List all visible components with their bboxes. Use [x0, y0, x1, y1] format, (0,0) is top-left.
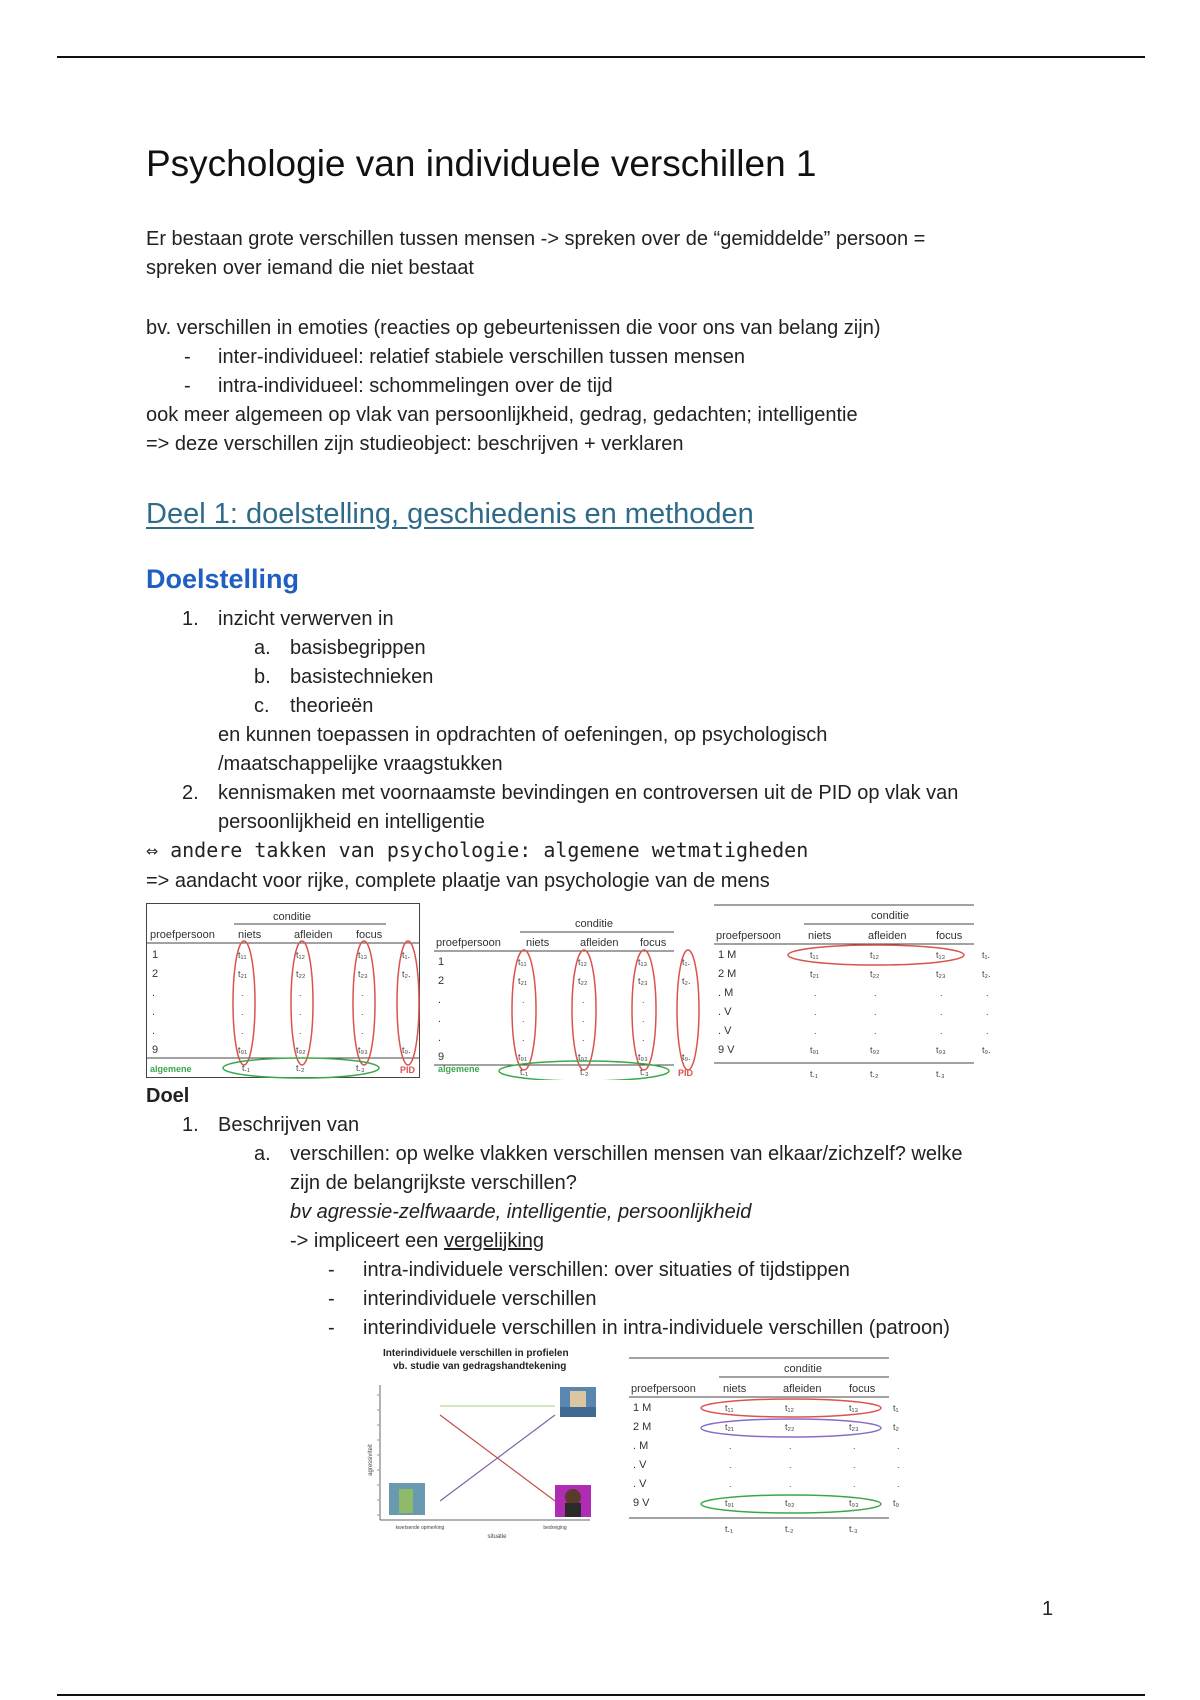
- col-niets-label: niets: [808, 930, 832, 942]
- svg-text:t.₃: t.₃: [356, 1063, 365, 1073]
- svg-text:.: .: [522, 1014, 525, 1024]
- goal-1-text: inzicht verwerven in: [218, 608, 394, 630]
- col-focus-label: focus: [640, 937, 667, 949]
- svg-text:t₉₁: t₉₁: [810, 1045, 820, 1055]
- condition-table-3: [714, 903, 1004, 1085]
- col-focus-label: focus: [936, 930, 963, 942]
- svg-text:.: .: [241, 1026, 244, 1036]
- row-label: 2: [152, 968, 159, 980]
- col-person-label: proefpersoon: [436, 937, 501, 949]
- list-letter: c.: [254, 695, 270, 717]
- profile-chart: [365, 1345, 625, 1540]
- goal-1c: [218, 692, 1118, 721]
- row-label: 9: [438, 1051, 445, 1063]
- top-rule: [57, 56, 1145, 58]
- svg-text:.: .: [241, 988, 244, 998]
- svg-text:t₁₃: t₁₃: [638, 957, 648, 967]
- other-branches-line: [146, 838, 808, 862]
- svg-text:t₁₃: t₁₃: [358, 950, 368, 960]
- chart-title-line-2: vb. studie van gedragshandtekening: [393, 1361, 567, 1372]
- svg-text:t₁.: t₁.: [982, 950, 991, 960]
- svg-text:.: .: [986, 1026, 989, 1036]
- x-tick-label: bedreiging: [543, 1525, 567, 1531]
- svg-text:.: .: [986, 1007, 989, 1017]
- svg-text:t₉₃: t₉₃: [849, 1498, 859, 1508]
- intro-line-2: spreken over iemand die niet bestaat: [146, 257, 474, 279]
- photo-top-right: [560, 1387, 596, 1417]
- row-label: 2 M: [633, 1421, 652, 1433]
- svg-text:t₁₁: t₁₁: [810, 950, 819, 960]
- doel-item-text: intra-individuele verschillen: over situaties of tijdstippen: [363, 1259, 850, 1281]
- svg-text:t₁₂: t₁₂: [578, 957, 588, 967]
- col-niets-label: niets: [526, 937, 550, 949]
- goals-list: [182, 605, 1118, 837]
- doel-1a: [218, 1140, 1118, 1169]
- implies-word: vergelijking: [443, 1230, 545, 1252]
- row-label: 2: [438, 975, 445, 987]
- svg-text:t.₃: t.₃: [849, 1524, 858, 1534]
- svg-text:t₂₃: t₂₃: [936, 969, 946, 979]
- doel-1a-line-2: zijn de belangrijkste verschillen?: [290, 1172, 577, 1194]
- attention-line: => aandacht voor rijke, complete plaatje van psychologie van de mens: [146, 870, 770, 892]
- col-person-label: proefpersoon: [631, 1383, 696, 1395]
- doel-1a-example: bv agressie-zelfwaarde, intelligentie, persoonlijkheid: [290, 1201, 752, 1223]
- row-label: .: [152, 1006, 156, 1018]
- doel-item-text: interindividuele verschillen in intra-individuele verschillen (patroon): [363, 1317, 950, 1339]
- list-number: 2.: [182, 782, 199, 804]
- svg-text:t₉₂: t₉₂: [785, 1498, 795, 1508]
- condition-table-1: [146, 903, 424, 1079]
- col-focus-label: focus: [849, 1383, 876, 1395]
- svg-text:t₉₂: t₉₂: [578, 1052, 588, 1062]
- dash-bullet: -: [328, 1259, 335, 1281]
- intro-line-1: Er bestaan grote verschillen tussen mensen -> spreken over de “gemiddelde” persoon =: [146, 228, 926, 250]
- condition-table-2: [434, 910, 700, 1080]
- photo-bottom-right: [555, 1485, 591, 1517]
- row-label: . M: [633, 1440, 649, 1452]
- bv-item-1: [146, 343, 1106, 372]
- col-niets-label: niets: [723, 1383, 747, 1395]
- goal-1b-text: basistechnieken: [290, 666, 434, 688]
- pid-label: PID: [678, 1068, 694, 1078]
- svg-text:t₁₃: t₁₃: [849, 1403, 859, 1413]
- page-number: 1: [1042, 1598, 1054, 1620]
- algemene-label: algemene: [438, 1064, 480, 1074]
- svg-text:.: .: [299, 988, 302, 998]
- svg-text:t₁: t₁: [893, 1403, 899, 1413]
- doel-1-text: Beschrijven van: [218, 1114, 360, 1136]
- col-person-label: proefpersoon: [716, 930, 781, 942]
- svg-text:t₉.: t₉.: [402, 1045, 411, 1055]
- svg-text:.: .: [814, 988, 817, 998]
- svg-text:t₉.: t₉.: [982, 1045, 991, 1055]
- svg-text:.: .: [582, 1033, 585, 1043]
- svg-text:.: .: [897, 1479, 900, 1489]
- doel-1a-implies: [218, 1227, 1118, 1256]
- doel-list: [182, 1111, 1118, 1343]
- dash-bullet: -: [184, 346, 191, 368]
- svg-text:t₂₁: t₂₁: [725, 1422, 735, 1432]
- doel-1a-item-2: [218, 1285, 1118, 1314]
- svg-text:.: .: [897, 1441, 900, 1451]
- study-line: => deze verschillen zijn studieobject: beschrijven + verklaren: [146, 433, 684, 455]
- svg-text:t₂.: t₂.: [982, 969, 991, 979]
- svg-text:.: .: [853, 1460, 856, 1470]
- svg-text:t₂₂: t₂₂: [785, 1422, 795, 1432]
- svg-text:t₁₂: t₁₂: [785, 1403, 795, 1413]
- svg-text:.: .: [940, 1007, 943, 1017]
- dash-bullet: -: [328, 1317, 335, 1339]
- col-afleiden-label: afleiden: [868, 930, 907, 942]
- x-axis-label: situatie: [487, 1534, 507, 1540]
- svg-text:t₁₂: t₁₂: [870, 950, 880, 960]
- svg-text:.: .: [789, 1479, 792, 1489]
- svg-text:t₉₁: t₉₁: [238, 1045, 248, 1055]
- row-label: 9 V: [718, 1044, 735, 1056]
- svg-text:.: .: [361, 1026, 364, 1036]
- doel-1a-item-1: [218, 1256, 1118, 1285]
- list-number: 1.: [182, 608, 199, 630]
- svg-text:t.₁: t.₁: [725, 1524, 734, 1534]
- row-label: .: [438, 1032, 442, 1044]
- dash-bullet: -: [328, 1288, 335, 1310]
- row-label: . V: [633, 1459, 647, 1471]
- svg-text:t₂₃: t₂₃: [638, 976, 648, 986]
- row-label: .: [152, 1025, 156, 1037]
- svg-text:.: .: [522, 995, 525, 1005]
- svg-text:.: .: [940, 988, 943, 998]
- svg-text:t.₁: t.₁: [810, 1069, 819, 1079]
- doel-1: [182, 1111, 1118, 1140]
- row-label: .: [438, 1013, 442, 1025]
- svg-text:.: .: [897, 1460, 900, 1470]
- svg-text:t₂: t₂: [893, 1422, 899, 1432]
- col-niets-label: niets: [238, 929, 262, 941]
- svg-text:t₂₁: t₂₁: [238, 969, 248, 979]
- svg-text:t₁.: t₁.: [402, 950, 411, 960]
- svg-text:.: .: [729, 1460, 732, 1470]
- algemene-label: algemene: [150, 1064, 192, 1074]
- list-letter: a.: [254, 637, 271, 659]
- bv-block: [146, 314, 1106, 459]
- svg-text:.: .: [642, 1014, 645, 1024]
- row-label: . V: [718, 1006, 732, 1018]
- bv-item-text: inter-individueel: relatief stabiele verschillen tussen mensen: [218, 346, 745, 368]
- goal-2: [182, 779, 1118, 808]
- svg-text:t.₁: t.₁: [242, 1063, 251, 1073]
- dash-bullet: -: [184, 375, 191, 397]
- implies-prefix: -> impliceert een: [290, 1230, 439, 1252]
- col-afleiden-label: afleiden: [294, 929, 333, 941]
- svg-text:t₉₃: t₉₃: [358, 1045, 368, 1055]
- svg-text:t₂.: t₂.: [402, 969, 411, 979]
- svg-text:.: .: [729, 1441, 732, 1451]
- col-group-label: conditie: [575, 918, 613, 930]
- svg-text:.: .: [874, 1007, 877, 1017]
- col-group-label: conditie: [273, 911, 311, 923]
- goal-1a: [218, 634, 1118, 663]
- goal-1b: [218, 663, 1118, 692]
- svg-text:t₁₁: t₁₁: [238, 950, 247, 960]
- svg-text:.: .: [789, 1460, 792, 1470]
- list-letter: b.: [254, 666, 271, 688]
- col-group-label: conditie: [784, 1363, 822, 1375]
- doel-1a-item-3: [218, 1314, 1118, 1343]
- bv-line: bv. verschillen in emoties (reacties op gebeurtenissen die voor ons van belang zijn): [146, 317, 881, 339]
- svg-text:.: .: [642, 995, 645, 1005]
- svg-text:t₉₃: t₉₃: [638, 1052, 648, 1062]
- svg-text:t.₂: t.₂: [296, 1063, 305, 1073]
- section-heading: Deel 1: doelstelling, geschiedenis en methoden: [146, 498, 754, 530]
- doel-heading: Doel: [146, 1085, 190, 1107]
- svg-text:.: .: [814, 1007, 817, 1017]
- row-label: .: [438, 994, 442, 1006]
- svg-text:.: .: [814, 1026, 817, 1036]
- svg-text:t₂₃: t₂₃: [358, 969, 368, 979]
- svg-text:.: .: [853, 1479, 856, 1489]
- row-label: 2 M: [718, 968, 737, 980]
- goal-1c-text: theorieën: [290, 695, 374, 717]
- goal-2-text: kennismaken met voornaamste bevindingen en controversen uit de PID op vlak van: [218, 782, 959, 804]
- svg-text:t₂₂: t₂₂: [870, 969, 880, 979]
- subsection-heading: Doelstelling: [146, 564, 300, 594]
- svg-text:.: .: [361, 988, 364, 998]
- y-axis-label: agressiviteit: [368, 1444, 374, 1476]
- col-afleiden-label: afleiden: [783, 1383, 822, 1395]
- svg-text:t₂₂: t₂₂: [578, 976, 588, 986]
- row-label: . V: [718, 1025, 732, 1037]
- photo-bottom-left: [389, 1483, 425, 1515]
- doel-item-text: interindividuele verschillen: [363, 1288, 597, 1310]
- row-label: .: [152, 987, 156, 999]
- goal-1-continuation-1: en kunnen toepassen in opdrachten of oefeningen, op psychologisch: [218, 724, 828, 746]
- list-letter: a.: [254, 1143, 271, 1165]
- svg-text:t.₂: t.₂: [580, 1067, 589, 1077]
- other-branches-text: ⇔ andere takken van psychologie: algemene wetmatigheden: [146, 838, 809, 862]
- ook-line: ook meer algemeen op vlak van persoonlijkheid, gedrag, gedachten; intelligentie: [146, 404, 858, 426]
- pid-label: PID: [400, 1065, 416, 1075]
- svg-text:.: .: [986, 988, 989, 998]
- row-label: 9: [152, 1044, 159, 1056]
- svg-text:.: .: [299, 1007, 302, 1017]
- svg-text:.: .: [299, 1026, 302, 1036]
- bv-item-text: intra-individueel: schommelingen over de tijd: [218, 375, 613, 397]
- svg-text:.: .: [642, 1033, 645, 1043]
- svg-text:t₉.: t₉.: [682, 1052, 691, 1062]
- svg-text:t₉₂: t₉₂: [296, 1045, 306, 1055]
- bottom-rule: [57, 1694, 1145, 1696]
- svg-text:t₂.: t₂.: [682, 976, 691, 986]
- svg-text:t₁₃: t₁₃: [936, 950, 946, 960]
- bv-item-2: [146, 372, 1106, 401]
- svg-text:.: .: [522, 1033, 525, 1043]
- svg-text:.: .: [789, 1441, 792, 1451]
- col-person-label: proefpersoon: [150, 929, 215, 941]
- col-group-label: conditie: [871, 910, 909, 922]
- svg-text:.: .: [582, 1014, 585, 1024]
- row-label: 1 M: [718, 949, 737, 961]
- page-title: Psychologie van individuele verschillen 1: [146, 143, 817, 184]
- svg-text:.: .: [241, 1007, 244, 1017]
- col-afleiden-label: afleiden: [580, 937, 619, 949]
- x-tick-label: kwetsende opmerking: [395, 1525, 445, 1531]
- svg-text:t₁₁: t₁₁: [518, 957, 527, 967]
- svg-text:t₂₁: t₂₁: [810, 969, 820, 979]
- condition-table-4: [629, 1356, 909, 1542]
- svg-text:.: .: [853, 1441, 856, 1451]
- svg-text:t₁₂: t₁₂: [296, 950, 306, 960]
- svg-text:t₉: t₉: [893, 1498, 900, 1508]
- goal-1a-text: basisbegrippen: [290, 637, 426, 659]
- row-label: 1: [438, 956, 445, 968]
- goal-2-line-2: persoonlijkheid en intelligentie: [218, 811, 485, 833]
- row-label: . V: [633, 1478, 647, 1490]
- svg-text:.: .: [582, 995, 585, 1005]
- row-label: 9 V: [633, 1497, 650, 1509]
- goal-1: [182, 605, 1118, 634]
- svg-text:t₁.: t₁.: [682, 957, 691, 967]
- list-number: 1.: [182, 1114, 199, 1136]
- svg-text:.: .: [940, 1026, 943, 1036]
- chart-title-line-1: Interindividuele verschillen in profielen: [383, 1348, 569, 1359]
- svg-text:t.₂: t.₂: [785, 1524, 794, 1534]
- svg-text:t.₁: t.₁: [520, 1067, 529, 1077]
- doel-1a-text: verschillen: op welke vlakken verschillen mensen van elkaar/zichzelf? welke: [290, 1143, 963, 1165]
- goal-1-continuation-2: /maatschappelijke vraagstukken: [218, 753, 503, 775]
- svg-text:t₂₁: t₂₁: [518, 976, 528, 986]
- row-label: 1 M: [633, 1402, 652, 1414]
- svg-text:t₉₁: t₉₁: [725, 1498, 735, 1508]
- svg-text:t₂₂: t₂₂: [296, 969, 306, 979]
- svg-text:t.₃: t.₃: [640, 1067, 649, 1077]
- svg-text:t₉₂: t₉₂: [870, 1045, 880, 1055]
- svg-text:t₉₁: t₉₁: [518, 1052, 528, 1062]
- svg-text:.: .: [729, 1479, 732, 1489]
- svg-text:t₁₁: t₁₁: [725, 1403, 734, 1413]
- svg-text:t₂₃: t₂₃: [849, 1422, 859, 1432]
- svg-text:.: .: [361, 1007, 364, 1017]
- intro-paragraph: [146, 225, 1046, 283]
- svg-text:.: .: [874, 1026, 877, 1036]
- svg-text:t.₃: t.₃: [936, 1069, 945, 1079]
- row-label: 1: [152, 949, 159, 961]
- row-label: . M: [718, 987, 734, 999]
- svg-text:t.₂: t.₂: [870, 1069, 879, 1079]
- svg-text:.: .: [874, 988, 877, 998]
- svg-text:t₉₃: t₉₃: [936, 1045, 946, 1055]
- col-focus-label: focus: [356, 929, 383, 941]
